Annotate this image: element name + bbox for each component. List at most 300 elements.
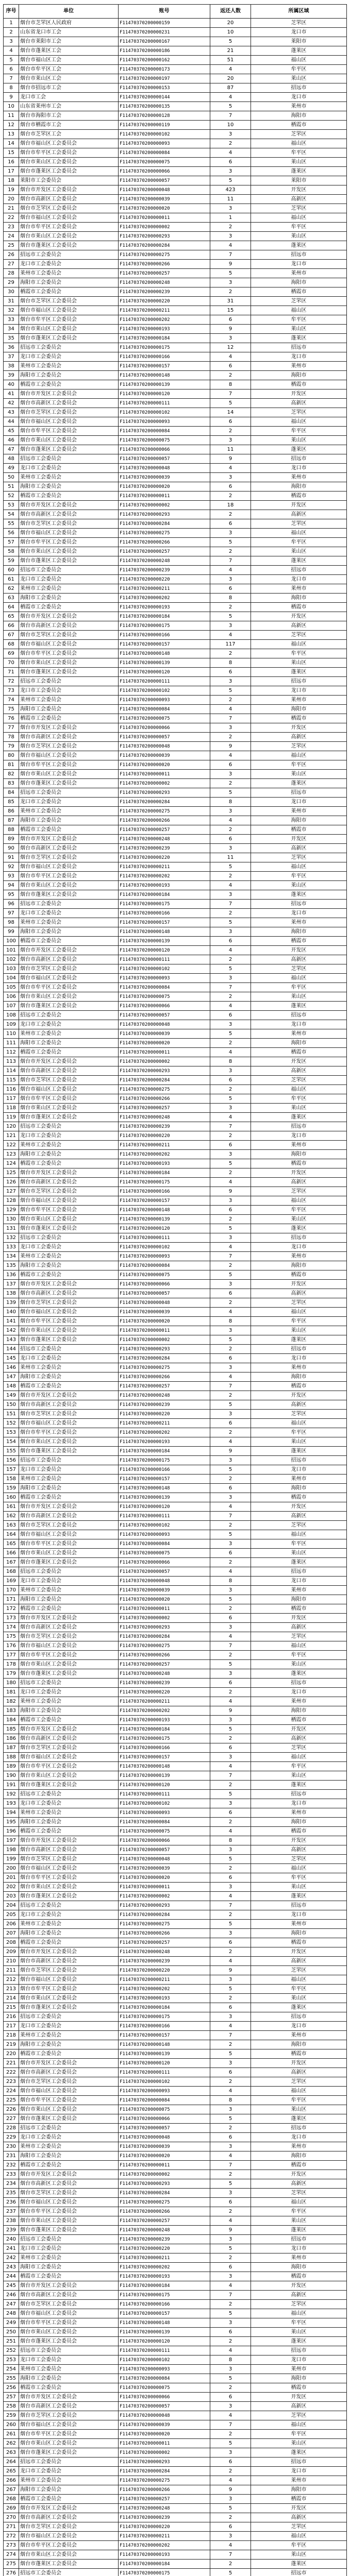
table-row — [4, 1493, 347, 1502]
cell-account: F11470370200000153 — [119, 83, 210, 93]
table-row — [4, 1252, 347, 1261]
cell-area: 海阳市 — [251, 278, 347, 287]
cell-count: 117 — [210, 640, 251, 649]
cell-unit: 栖霞市工会委员会 — [19, 1159, 119, 1168]
cell-area: 蓬莱区 — [251, 1113, 347, 1122]
cell-no: 200 — [4, 1864, 19, 1873]
table-row — [4, 2142, 347, 2151]
cell-count: 4 — [210, 1632, 251, 1641]
cell-no: 22 — [4, 213, 19, 223]
cell-area: 莱州市 — [251, 1252, 347, 1261]
cell-unit: 栖霞市工会委员会 — [19, 1938, 119, 1947]
cell-account: F11470370200000066 — [119, 167, 210, 176]
cell-area: 牟平区 — [251, 1539, 347, 1549]
cell-unit: 烟台市牟平区工会委员会 — [19, 649, 119, 658]
cell-unit: 招远市工会委员会 — [19, 566, 119, 575]
cell-area: 开发区 — [251, 2281, 347, 2291]
cell-unit: 莱州市工会委员会 — [19, 584, 119, 594]
cell-unit: 莱州市工会委员会 — [19, 807, 119, 816]
cell-no: 64 — [4, 603, 19, 612]
cell-area: 栖霞市 — [251, 603, 347, 612]
cell-account: F11470370200000220 — [119, 2522, 210, 2532]
cell-area: 高新区 — [251, 1845, 347, 1855]
cell-count: 4 — [210, 65, 251, 74]
cell-area: 龙口市 — [251, 2355, 347, 2365]
cell-unit: 烟台市芝罘区工会委员会 — [19, 1743, 119, 1753]
cell-account: F11470370200000202 — [119, 1150, 210, 1159]
table-row — [4, 658, 347, 668]
cell-no: 197 — [4, 1836, 19, 1845]
cell-unit: 莱州市工会委员会 — [19, 1141, 119, 1150]
cell-no: 164 — [4, 1530, 19, 1539]
cell-area: 芝罘区 — [251, 408, 347, 417]
table-row — [4, 1706, 347, 1716]
cell-no: 212 — [4, 1975, 19, 1985]
cell-account: F11470370200000184 — [119, 890, 210, 900]
cell-account: F11470370200000066 — [119, 445, 210, 454]
cell-area: 栖霞市 — [251, 1604, 347, 1614]
cell-account: F11470370200000173 — [119, 65, 210, 74]
cell-unit: 龙口市工会委员会 — [19, 1354, 119, 1363]
cell-account: F11470370200000066 — [119, 723, 210, 733]
cell-area: 莱山区 — [251, 74, 347, 83]
table-row — [4, 2207, 347, 2216]
cell-count: 3 — [210, 723, 251, 733]
cell-count: 4 — [210, 2022, 251, 2031]
cell-count: 6 — [210, 2198, 251, 2207]
cell-area: 高新区 — [251, 2513, 347, 2522]
cell-no: 201 — [4, 1873, 19, 1883]
cell-no: 146 — [4, 1363, 19, 1372]
cell-no: 53 — [4, 501, 19, 510]
cell-unit: 烟台市芝罘区工会委员会 — [19, 2411, 119, 2420]
cell-count: 3 — [210, 1539, 251, 1549]
cell-unit: 烟台市高新区工会委员会 — [19, 1623, 119, 1632]
cell-unit: 龙口市工会委员会 — [19, 1131, 119, 1141]
cell-count: 6 — [210, 1679, 251, 1688]
cell-area: 芝罘区 — [251, 964, 347, 974]
cell-account: F11470370200000157 — [119, 1475, 210, 1484]
table-row — [4, 1308, 347, 1317]
cell-no: 170 — [4, 1586, 19, 1595]
cell-account: F11470370200000057 — [119, 454, 210, 464]
cell-count: 11 — [210, 195, 251, 204]
cell-no: 258 — [4, 2402, 19, 2411]
cell-unit: 烟台市芝罘区工会委员会 — [19, 1076, 119, 1085]
cell-account: F11470370200000184 — [119, 1725, 210, 1734]
cell-no: 94 — [4, 881, 19, 890]
cell-count: 5 — [210, 2439, 251, 2448]
table-row — [4, 1484, 347, 1493]
cell-unit: 烟台市牟平区工会委员会 — [19, 538, 119, 547]
table-row — [4, 2300, 347, 2309]
cell-unit: 烟台市牟平区工会委员会 — [19, 223, 119, 232]
cell-unit: 烟台市莱山区工会委员会 — [19, 1883, 119, 1892]
cell-area: 海阳市 — [251, 594, 347, 603]
cell-area: 蓬莱区 — [251, 1669, 347, 1679]
cell-no: 194 — [4, 1808, 19, 1818]
cell-area: 龙口市 — [251, 1243, 347, 1252]
cell-unit: 海阳市工会委员会 — [19, 816, 119, 825]
cell-no: 127 — [4, 1187, 19, 1196]
cell-no: 143 — [4, 1335, 19, 1345]
cell-count: 6 — [210, 2393, 251, 2402]
cell-no: 63 — [4, 594, 19, 603]
cell-count: 2 — [210, 2253, 251, 2263]
cell-unit: 龙口市工会委员会 — [19, 2022, 119, 2031]
cell-area: 招远市 — [251, 1345, 347, 1354]
cell-count: 4 — [210, 1308, 251, 1317]
cell-no: 58 — [4, 547, 19, 556]
table-row — [4, 1382, 347, 1391]
cell-area: 莱山区 — [251, 2216, 347, 2226]
cell-area: 海阳市 — [251, 1150, 347, 1159]
cell-count: 5 — [210, 269, 251, 278]
cell-account: F11470370200000093 — [119, 1252, 210, 1261]
cell-no: 31 — [4, 297, 19, 306]
cell-count: 6 — [210, 2068, 251, 2077]
cell-no: 171 — [4, 1595, 19, 1604]
cell-account: F11470370200000148 — [119, 2040, 210, 2049]
cell-no: 114 — [4, 1066, 19, 1076]
cell-count: 7 — [210, 1512, 251, 1521]
cell-count: 4 — [210, 1048, 251, 1057]
cell-unit: 烟台市高新区工会委员会 — [19, 844, 119, 853]
cell-area: 高新区 — [251, 399, 347, 408]
table-row — [4, 770, 347, 779]
cell-unit: 烟台市蓬莱区工会委员会 — [19, 445, 119, 454]
cell-no: 262 — [4, 2439, 19, 2448]
cell-count: 5 — [210, 1530, 251, 1539]
table-row — [4, 1335, 347, 1345]
cell-account: F11470370200000166 — [119, 2022, 210, 2031]
cell-count: 2 — [210, 2383, 251, 2393]
cell-no: 12 — [4, 121, 19, 130]
cell-account: F11470370200000293 — [119, 2179, 210, 2189]
cell-unit: 烟台市莱山区工会委员会 — [19, 1771, 119, 1781]
cell-count: 3 — [210, 1753, 251, 1762]
cell-account: F11470370200000166 — [119, 1187, 210, 1196]
cell-count: 3 — [210, 844, 251, 853]
cell-no: 250 — [4, 2328, 19, 2337]
cell-count: 7 — [210, 983, 251, 992]
table-row — [4, 380, 347, 389]
cell-unit: 烟台市莱山区工会委员会 — [19, 2328, 119, 2337]
cell-no: 129 — [4, 1206, 19, 1215]
cell-unit: 烟台市蓬莱区工会 — [19, 46, 119, 56]
cell-area: 莱山区 — [251, 158, 347, 167]
cell-unit: 烟台市蓬莱区工会委员会 — [19, 1113, 119, 1122]
table-row — [4, 278, 347, 287]
cell-no: 1 — [4, 19, 19, 28]
cell-area: 蓬莱区 — [251, 46, 347, 56]
cell-count: 6 — [210, 2133, 251, 2142]
cell-account: F11470370200000257 — [119, 547, 210, 556]
cell-area: 栖霞市 — [251, 2383, 347, 2393]
cell-count: 2 — [210, 603, 251, 612]
cell-count: 8 — [210, 380, 251, 389]
cell-account: F11470370200000293 — [119, 1901, 210, 1910]
cell-area: 莱州市 — [251, 1029, 347, 1039]
cell-count: 3 — [210, 677, 251, 686]
cell-account: F11470370200000093 — [119, 2087, 210, 2096]
cell-count: 5 — [210, 2569, 251, 2576]
cell-area: 莱州市 — [251, 362, 347, 371]
cell-count: 5 — [210, 1400, 251, 1410]
cell-count: 2 — [210, 909, 251, 918]
cell-area: 福山区 — [251, 1530, 347, 1539]
table-row — [4, 2504, 347, 2513]
cell-area: 莱山区 — [251, 1437, 347, 1447]
cell-no: 77 — [4, 723, 19, 733]
cell-area: 栖霞市 — [251, 1493, 347, 1502]
table-row — [4, 2226, 347, 2235]
table-row — [4, 1419, 347, 1428]
cell-area: 栖霞市 — [251, 2161, 347, 2170]
cell-unit: 烟台市芝罘区工会委员会 — [19, 1410, 119, 1419]
cell-unit: 山东省龙口市工会 — [19, 28, 119, 37]
cell-count: 4 — [210, 1178, 251, 1187]
cell-account: F11470370200000075 — [119, 158, 210, 167]
cell-account: F11470370200000184 — [119, 2003, 210, 2012]
table-row — [4, 575, 347, 584]
cell-unit: 烟台市芝罘区工会委员会 — [19, 2189, 119, 2198]
cell-area: 莱州市 — [251, 1586, 347, 1595]
cell-count: 8 — [210, 594, 251, 603]
cell-account: F11470370200000175 — [119, 900, 210, 909]
table-row — [4, 1187, 347, 1196]
cell-area: 开发区 — [251, 1947, 347, 1957]
table-row — [4, 2346, 347, 2355]
cell-no: 38 — [4, 362, 19, 371]
cell-area: 蓬莱区 — [251, 668, 347, 677]
cell-account: F11470370200000075 — [119, 436, 210, 445]
cell-count: 2 — [210, 2513, 251, 2522]
cell-unit: 烟台市福山区工会委员会 — [19, 2309, 119, 2318]
cell-no: 42 — [4, 399, 19, 408]
cell-account: F11470370200000057 — [119, 2124, 210, 2133]
cell-count: 4 — [210, 2087, 251, 2096]
cell-no: 145 — [4, 1354, 19, 1363]
cell-area: 栖霞市 — [251, 1382, 347, 1391]
cell-no: 206 — [4, 1920, 19, 1929]
cell-no: 229 — [4, 2133, 19, 2142]
cell-area: 龙口市 — [251, 2022, 347, 2031]
cell-area: 龙口市 — [251, 352, 347, 362]
cell-no: 103 — [4, 964, 19, 974]
cell-account: F11470370200000120 — [119, 2059, 210, 2068]
cell-unit: 烟台市芝罘区工会委员会 — [19, 1298, 119, 1308]
cell-no: 160 — [4, 1493, 19, 1502]
cell-area: 蓬莱区 — [251, 890, 347, 900]
table-row — [4, 1261, 347, 1270]
cell-area: 牟平区 — [251, 983, 347, 992]
cell-unit: 烟台市莱山区工会委员会 — [19, 2550, 119, 2560]
cell-count: 5 — [210, 686, 251, 696]
table-row — [4, 1224, 347, 1233]
cell-area: 莱州市 — [251, 2476, 347, 2485]
cell-unit: 烟台市牟平区工会 — [19, 65, 119, 74]
cell-account: F11470370200000220 — [119, 1966, 210, 1975]
cell-account: F11470370200000093 — [119, 696, 210, 705]
cell-no: 43 — [4, 408, 19, 417]
cell-account: F11470370200000084 — [119, 1539, 210, 1549]
cell-no: 105 — [4, 983, 19, 992]
cell-unit: 烟台市高新区工会委员会 — [19, 2402, 119, 2411]
cell-unit: 栖霞市工会委员会 — [19, 1827, 119, 1836]
cell-count: 4 — [210, 2216, 251, 2226]
cell-account: F11470370200000266 — [119, 2485, 210, 2495]
cell-unit: 龙口市工会委员会 — [19, 2133, 119, 2142]
cell-no: 9 — [4, 93, 19, 102]
cell-unit: 烟台市牟平区工会委员会 — [19, 2096, 119, 2105]
cell-unit: 烟台市福山区工会委员会 — [19, 2532, 119, 2541]
cell-count: 5 — [210, 2244, 251, 2253]
cell-account: F11470370200000002 — [119, 2448, 210, 2458]
cell-area: 莱阳市 — [251, 176, 347, 185]
cell-area: 蓬莱区 — [251, 2003, 347, 2012]
cell-area: 栖霞市 — [251, 380, 347, 389]
cell-area: 莱州市 — [251, 584, 347, 594]
cell-account: F11470370200000093 — [119, 2365, 210, 2374]
cell-no: 126 — [4, 1178, 19, 1187]
cell-area: 芝罘区 — [251, 1076, 347, 1085]
cell-no: 232 — [4, 2161, 19, 2170]
cell-unit: 烟台市开发区工会委员会 — [19, 835, 119, 844]
cell-unit: 招远市工会委员会 — [19, 1233, 119, 1243]
table-row — [4, 56, 347, 65]
cell-account: F11470370200000202 — [119, 594, 210, 603]
cell-unit: 海阳市工会委员会 — [19, 927, 119, 937]
cell-unit: 烟台市芝罘区工会委员会 — [19, 964, 119, 974]
cell-area: 高新区 — [251, 1623, 347, 1632]
cell-area: 海阳市 — [251, 927, 347, 937]
cell-unit: 烟台市福山区工会委员会 — [19, 1530, 119, 1539]
cell-no: 10 — [4, 102, 19, 111]
cell-count: 5 — [210, 538, 251, 547]
cell-no: 135 — [4, 1261, 19, 1270]
cell-unit: 栖霞市工会委员会 — [19, 1382, 119, 1391]
cell-no: 255 — [4, 2374, 19, 2383]
cell-no: 159 — [4, 1484, 19, 1493]
cell-account: F11470370200000011 — [119, 1604, 210, 1614]
cell-account: F11470370200000020 — [119, 1039, 210, 1048]
cell-account: F11470370200000293 — [119, 1623, 210, 1632]
table-row — [4, 250, 347, 260]
cell-no: 241 — [4, 2244, 19, 2253]
table-row — [4, 1345, 347, 1354]
cell-unit: 烟台市牟平区工会委员会 — [19, 1873, 119, 1883]
cell-area: 龙口市 — [251, 1799, 347, 1808]
cell-count: 2 — [210, 1428, 251, 1437]
cell-unit: 莱州市工会委员会 — [19, 696, 119, 705]
cell-no: 179 — [4, 1669, 19, 1679]
cell-area: 招远市 — [251, 2235, 347, 2244]
cell-no: 242 — [4, 2253, 19, 2263]
cell-account: F11470370200000066 — [119, 2393, 210, 2402]
cell-account: F11470370200000039 — [119, 1864, 210, 1873]
cell-area: 开发区 — [251, 2504, 347, 2513]
cell-account: F11470370200000211 — [119, 1975, 210, 1985]
cell-no: 247 — [4, 2300, 19, 2309]
table-row — [4, 1929, 347, 1938]
cell-count: 3 — [210, 1410, 251, 1419]
cell-no: 190 — [4, 1771, 19, 1781]
cell-account: F11470370200000184 — [119, 1447, 210, 1456]
cell-count: 6 — [210, 1873, 251, 1883]
cell-area: 芝罘区 — [251, 130, 347, 139]
cell-no: 138 — [4, 1289, 19, 1298]
cell-no: 235 — [4, 2189, 19, 2198]
cell-no: 163 — [4, 1521, 19, 1530]
cell-area: 莱州市 — [251, 807, 347, 816]
cell-area: 福山区 — [251, 213, 347, 223]
cell-count: 4 — [210, 2411, 251, 2420]
cell-count: 7 — [210, 389, 251, 399]
table-row — [4, 853, 347, 862]
cell-account: F11470370200000020 — [119, 1317, 210, 1326]
cell-count: 5 — [210, 1920, 251, 1929]
cell-unit: 招远市工会委员会 — [19, 1679, 119, 1688]
cell-account: F11470370200000084 — [119, 148, 210, 158]
cell-unit: 烟台市莱山区工会 — [19, 74, 119, 83]
cell-area: 招远市 — [251, 343, 347, 352]
cell-unit: 栖霞市工会委员会 — [19, 380, 119, 389]
table-row — [4, 1354, 347, 1363]
cell-no: 177 — [4, 1651, 19, 1660]
cell-count: 6 — [210, 1808, 251, 1818]
cell-area: 福山区 — [251, 417, 347, 427]
cell-area: 龙口市 — [251, 28, 347, 37]
cell-unit: 龙口市工会委员会 — [19, 1465, 119, 1475]
cell-count: 3 — [210, 2402, 251, 2411]
cell-count: 6 — [210, 519, 251, 529]
cell-count: 5 — [210, 1335, 251, 1345]
cell-no: 173 — [4, 1614, 19, 1623]
cell-count: 3 — [210, 575, 251, 584]
cell-unit: 烟台市蓬莱区工会委员会 — [19, 779, 119, 788]
cell-area: 开发区 — [251, 389, 347, 399]
cell-account: F11470370200000157 — [119, 1753, 210, 1762]
cell-unit: 海阳市工会委员会 — [19, 2374, 119, 2383]
table-row — [4, 881, 347, 890]
cell-no: 245 — [4, 2281, 19, 2291]
cell-count: 10 — [210, 121, 251, 130]
cell-area: 蓬莱区 — [251, 167, 347, 176]
cell-area: 莱山区 — [251, 1771, 347, 1781]
cell-area: 福山区 — [251, 529, 347, 538]
cell-account: F11470370200000193 — [119, 603, 210, 612]
cell-count: 3 — [210, 1845, 251, 1855]
cell-account: F11470370200000193 — [119, 1437, 210, 1447]
cell-area: 海阳市 — [251, 2374, 347, 2383]
cell-unit: 烟台市高新区工会委员会 — [19, 399, 119, 408]
cell-account: F11470370200000066 — [119, 2114, 210, 2124]
table-row — [4, 1270, 347, 1280]
cell-count: 2 — [210, 1688, 251, 1697]
cell-account: F11470370200000248 — [119, 556, 210, 566]
cell-count: 2 — [210, 1085, 251, 1094]
table-row — [4, 918, 347, 927]
cell-no: 83 — [4, 779, 19, 788]
table-row — [4, 223, 347, 232]
cell-area: 开发区 — [251, 1725, 347, 1734]
cell-no: 118 — [4, 1104, 19, 1113]
cell-count: 3 — [210, 278, 251, 287]
cell-no: 66 — [4, 621, 19, 631]
cell-no: 195 — [4, 1818, 19, 1827]
cell-area: 莱山区 — [251, 770, 347, 779]
